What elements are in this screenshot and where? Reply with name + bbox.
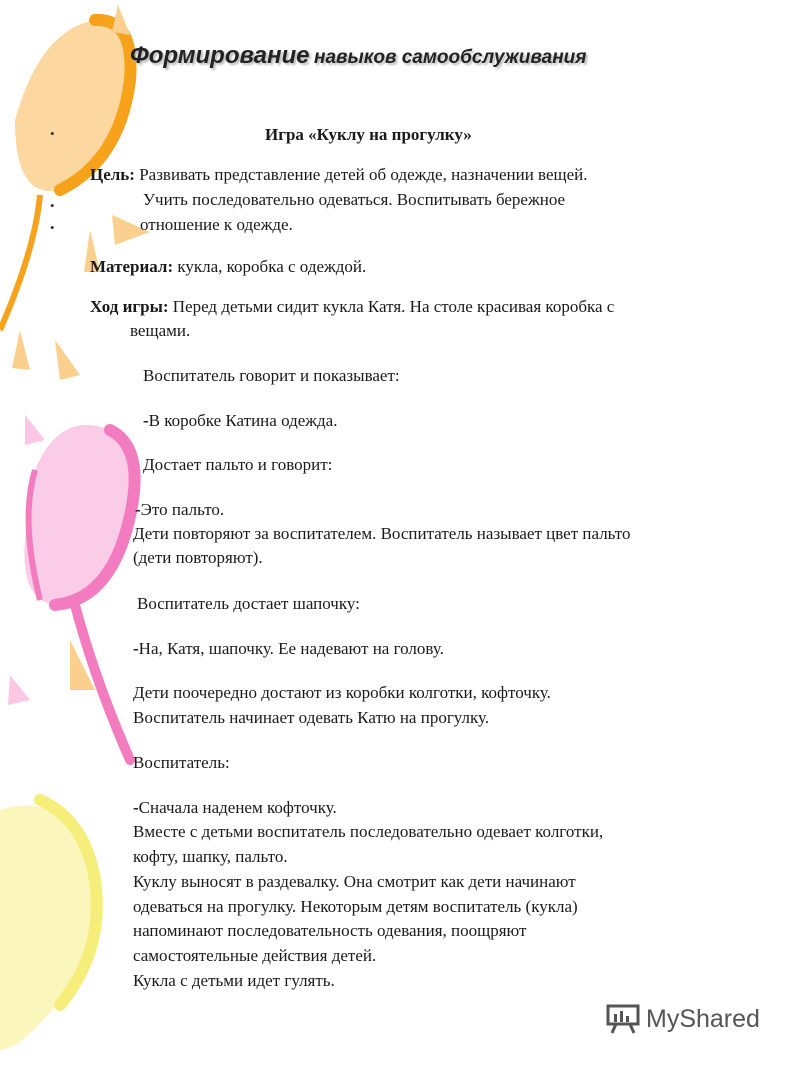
logo-text: MyShared <box>646 1004 760 1033</box>
myshared-logo <box>606 1004 760 1034</box>
bullet: • <box>50 220 55 235</box>
dash: - <box>135 500 141 519</box>
body-line <box>133 796 337 820</box>
course-line1 <box>90 295 614 319</box>
goal-line2: Учить последовательно одеваться. Воспитывать бережное <box>143 190 566 209</box>
body-line-text: На, Катя, шапочку. Ее надевают на голову. <box>138 639 444 658</box>
orange-balloon <box>0 5 150 380</box>
dash: - <box>143 411 149 430</box>
pink-balloon <box>8 415 135 760</box>
bullet: • <box>50 126 55 141</box>
goal-line1 <box>90 163 588 187</box>
title-rest: навыков самообслуживания <box>313 47 587 68</box>
body-line: Воспитатель начинает одевать Катю на прогулку. <box>133 708 490 727</box>
yellow-balloon <box>0 800 97 1050</box>
body-line: Куклу выносят в раздевалку. Она смотрит как дети начинают <box>133 872 576 891</box>
material-text: кукла, коробка с одеждой. <box>177 257 367 276</box>
dash: - <box>133 639 139 658</box>
body-line <box>143 409 337 433</box>
body-line <box>133 637 444 661</box>
body-line <box>135 498 224 522</box>
body-line: Дети поочередно достают из коробки колготки, кофточку. <box>133 683 551 702</box>
dash: - <box>133 798 139 817</box>
course-label: Ход игры: <box>90 297 169 316</box>
body-line: Воспитатель: <box>133 753 230 772</box>
body-line-text: Это пальто. <box>140 500 225 519</box>
body-line: Достает пальто и говорит: <box>143 455 333 474</box>
body-line: одеваться на прогулку. Некоторым детям воспитатель (кукла) <box>133 897 578 916</box>
goal-text1: Развивать представление детей об одежде, назначении вещей. <box>139 165 588 184</box>
body-line: Дети повторяют за воспитателем. Воспитатель называет цвет пальто <box>133 524 631 543</box>
bullet: • <box>50 198 55 213</box>
goal-line3: отношение к одежде. <box>140 215 293 234</box>
presentation-board-icon <box>606 1004 640 1034</box>
body-line: Вместе с детьми воспитатель последовательно одевает колготки, <box>133 822 604 841</box>
body-line: кофту, шапку, пальто. <box>133 847 288 866</box>
body-line: (дети повторяют). <box>133 548 263 567</box>
material-label: Материал: <box>90 257 174 276</box>
body-line: самостоятельные действия детей. <box>133 946 377 965</box>
goal-label: Цель: <box>90 165 135 184</box>
course-line2: вещами. <box>130 321 191 340</box>
body-line: Воспитатель говорит и показывает: <box>143 366 400 385</box>
body-line: Кукла с детьми идет гулять. <box>133 971 335 990</box>
title-word1: Формирование <box>130 42 310 69</box>
body-line-text: В коробке Катина одежда. <box>148 411 338 430</box>
body-line: Воспитатель достает шапочку: <box>137 594 360 613</box>
material-line <box>90 255 366 279</box>
course-text1: Перед детьми сидит кукла Катя. На столе красивая коробка с <box>172 297 615 316</box>
page-title <box>130 42 586 70</box>
body-line: напоминают последовательность одевания, поощряют <box>133 921 527 940</box>
body-line-text: Сначала наденем кофточку. <box>138 798 337 817</box>
game-title: Игра «Куклу на прогулку» <box>265 125 472 144</box>
